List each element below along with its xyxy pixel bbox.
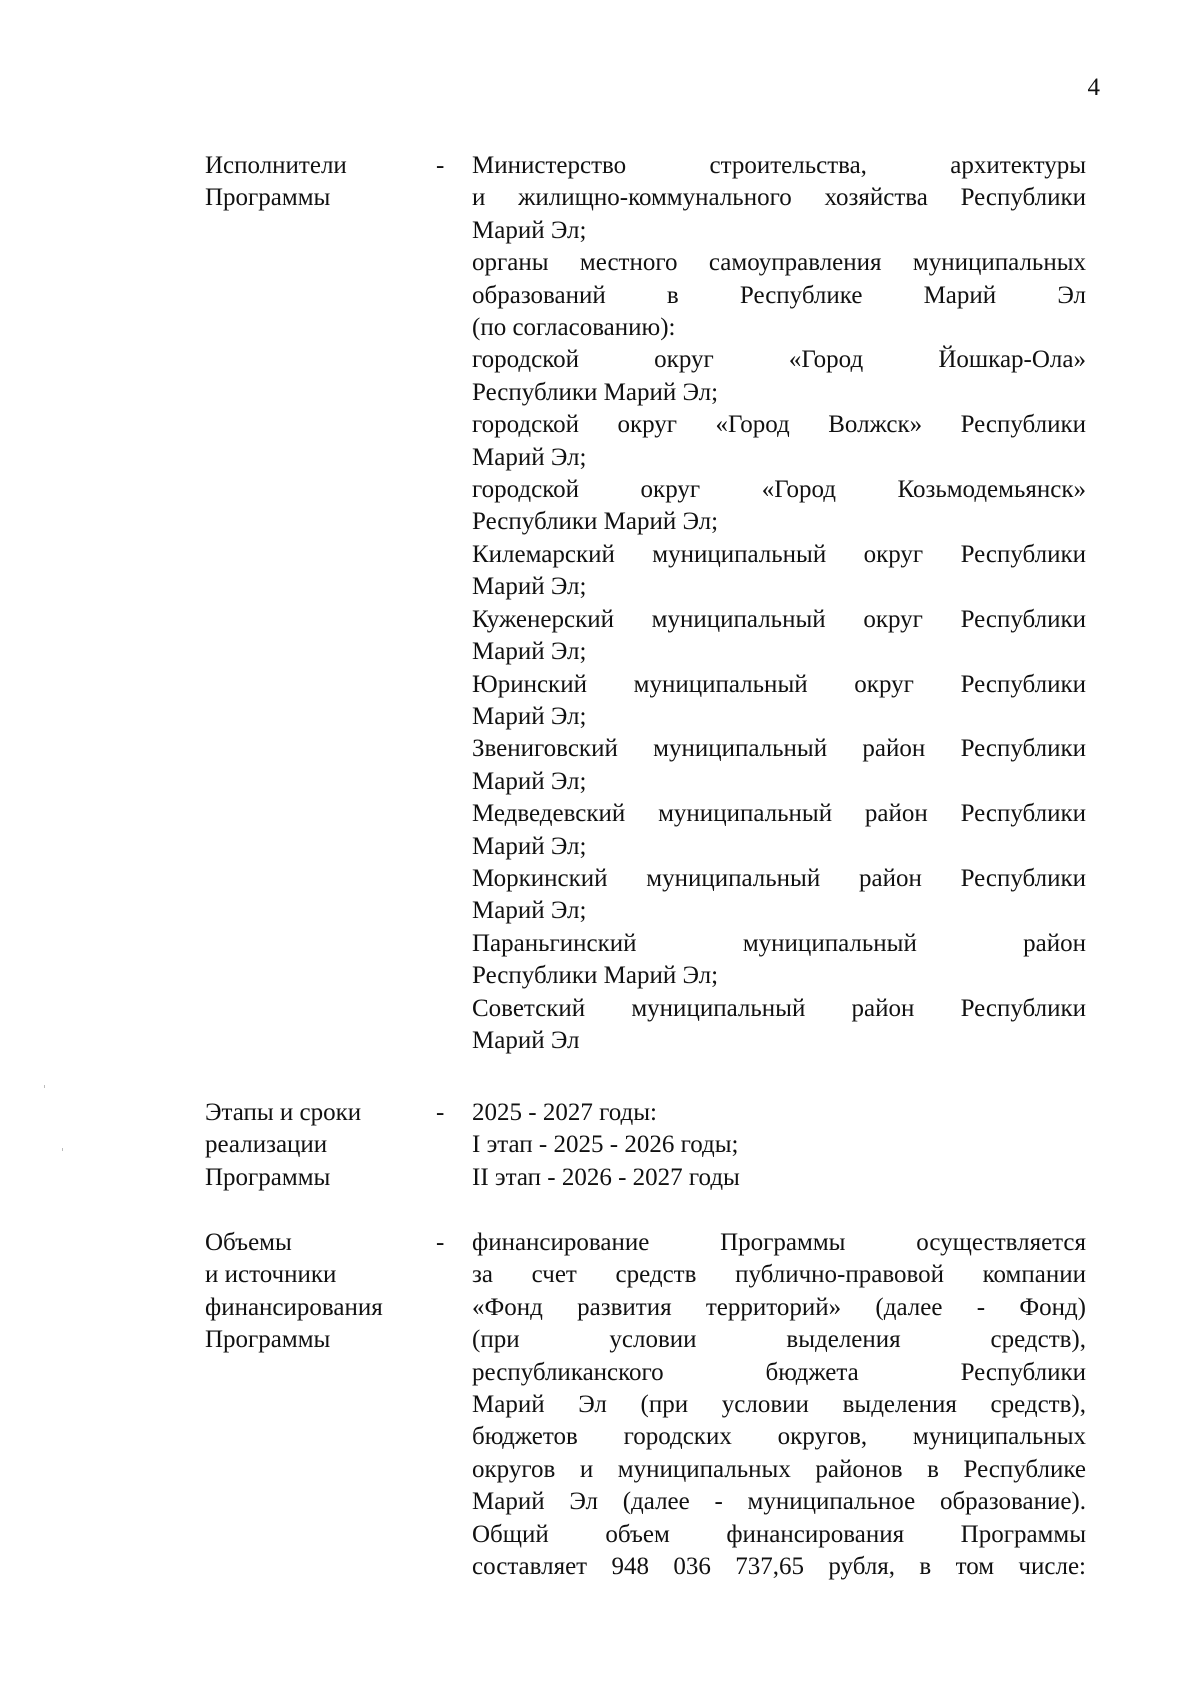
content-line: Марий Эл xyxy=(472,1026,580,1054)
content-line: Республики Марий Эл; xyxy=(472,378,719,406)
content-line: финансирование Программы осуществляется xyxy=(472,1229,1086,1256)
content-line: Общий объем финансирования Программы xyxy=(472,1520,1086,1548)
content-line: Марий Эл; xyxy=(472,216,587,244)
content-line: городской округ «Город Волжск» Республики xyxy=(472,411,1086,439)
content-line: Республики Марий Эл; xyxy=(472,962,719,990)
section-label xyxy=(205,150,420,215)
content-line: Куженерский муниципальный округ Республики xyxy=(472,605,1086,633)
content-line: за счет средств публично-правовой компании xyxy=(472,1261,1086,1289)
content-line: Министерство строительства, архитектуры xyxy=(472,152,1086,179)
section-content xyxy=(472,1227,1086,1583)
content-line: (по согласованию): xyxy=(472,314,676,342)
stages-section xyxy=(0,1097,1200,1207)
label-line: финансирования xyxy=(205,1293,383,1321)
content-line: Республики Марий Эл; xyxy=(472,508,719,536)
page-number: 4 xyxy=(1087,74,1100,101)
content-line: I этап - 2025 - 2026 годы; xyxy=(472,1131,739,1159)
section-dash: - xyxy=(436,1229,445,1256)
content-line: и жилищно-коммунального хозяйства Республики xyxy=(472,184,1086,212)
label-line: Этапы и сроки xyxy=(205,1099,362,1126)
content-line: (при условии выделения средств), xyxy=(472,1326,1086,1354)
content-line: Марий Эл (при условии выделения средств), xyxy=(472,1391,1086,1419)
content-line: Марий Эл; xyxy=(472,702,587,730)
executors-section xyxy=(0,150,1200,1070)
content-line: образований в Республике Марий Эл xyxy=(472,281,1086,309)
content-line: органы местного самоуправления муниципальных xyxy=(472,249,1086,277)
label-line: Программы xyxy=(205,184,331,212)
content-line: Звениговский муниципальный район Республики xyxy=(472,735,1086,763)
content-line: Марий Эл; xyxy=(472,897,587,925)
content-line: бюджетов городских округов, муниципальных xyxy=(472,1423,1086,1451)
label-line: Объемы xyxy=(205,1229,292,1256)
section-label xyxy=(205,1097,420,1194)
section-content xyxy=(472,150,1086,1057)
label-line: Исполнители xyxy=(205,152,347,179)
content-line: составляет 948 036 737,65 рубля, в том числе: xyxy=(472,1553,1086,1581)
content-line: Советский муниципальный район Республики xyxy=(472,994,1086,1022)
content-line: Марий Эл; xyxy=(472,767,587,795)
content-line: Юринский муниципальный округ Республики xyxy=(472,670,1086,698)
section-dash: - xyxy=(436,152,445,179)
content-line: городской округ «Город Йошкар-Ола» xyxy=(472,346,1086,374)
label-line: и источники xyxy=(205,1261,337,1289)
content-line: II этап - 2026 - 2027 годы xyxy=(472,1163,740,1191)
content-line: 2025 - 2027 годы: xyxy=(472,1099,657,1126)
content-line: республиканского бюджета Республики xyxy=(472,1358,1086,1386)
section-label xyxy=(205,1227,420,1357)
content-line: округов и муниципальных районов в Республике xyxy=(472,1455,1086,1483)
section-dash: - xyxy=(436,1099,445,1126)
label-line: реализации xyxy=(205,1131,328,1159)
section-content xyxy=(472,1097,1086,1194)
content-line: Марий Эл (далее - муниципальное образование). xyxy=(472,1488,1086,1516)
content-line: «Фонд развития территорий» (далее - Фонд) xyxy=(472,1293,1086,1321)
label-line: Программы xyxy=(205,1326,331,1354)
funding-section xyxy=(0,1227,1200,1667)
content-line: Марий Эл; xyxy=(472,573,587,601)
content-line: Марий Эл; xyxy=(472,638,587,666)
scan-artifact xyxy=(44,1085,45,1088)
content-line: городской округ «Город Козьмодемьянск» xyxy=(472,476,1086,504)
content-line: Параньгинский муниципальный район xyxy=(472,929,1086,957)
content-line: Марий Эл; xyxy=(472,832,587,860)
content-line: Медведевский муниципальный район Республики xyxy=(472,800,1086,828)
content-line: Марий Эл; xyxy=(472,443,587,471)
content-line: Килемарский муниципальный округ Республики xyxy=(472,540,1086,568)
content-line: Моркинский муниципальный район Республики xyxy=(472,864,1086,892)
label-line: Программы xyxy=(205,1163,331,1191)
